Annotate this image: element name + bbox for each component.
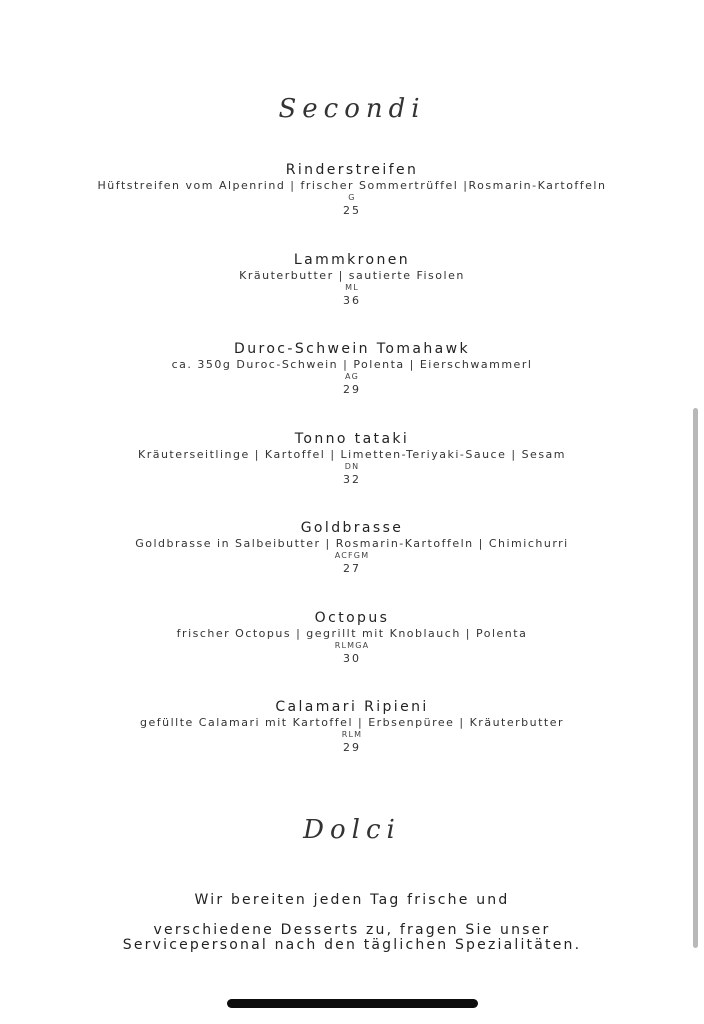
dish-description: Goldbrasse in Salbeibutter | Rosmarin-Kartoffeln | Chimichurri — [135, 537, 569, 550]
dish-name: Lammkronen — [293, 252, 411, 268]
dish-description: ca. 350g Duroc-Schwein | Polenta | Eierschwammerl — [171, 358, 533, 371]
vertical-scrollbar[interactable] — [693, 408, 698, 948]
dish-name: Octopus — [314, 610, 390, 626]
dish-name: Calamari Ripieni — [275, 699, 429, 715]
dish-price: 29 — [343, 741, 361, 754]
dish-description: gefüllte Calamari mit Kartoffel | Erbsenpüree | Kräuterbutter — [139, 716, 565, 729]
dish-item — [0, 251, 704, 309]
dish-allergens: ACFGM — [334, 551, 370, 560]
dish-allergens: RLMGA — [334, 641, 370, 650]
section-heading-secondi: Secondi — [278, 94, 426, 124]
dish-name: Goldbrasse — [300, 520, 404, 536]
dish-description: Kräuterseitlinge | Kartoffel | Limetten-Teriyaki-Sauce | Sesam — [137, 448, 567, 461]
dish-price: 30 — [343, 652, 361, 665]
home-indicator[interactable] — [227, 999, 478, 1008]
dish-name: Tonno tataki — [294, 431, 410, 447]
dolci-text-line: verschiedene Desserts zu, fragen Sie unser — [153, 922, 551, 938]
dish-name: Rinderstreifen — [285, 162, 419, 178]
dolci-text-line: Servicepersonal nach den täglichen Spezialitäten. — [122, 937, 582, 953]
dish-description: frischer Octopus | gegrillt mit Knoblauch | Polenta — [176, 627, 528, 640]
dish-allergens: DN — [344, 462, 360, 471]
dish-name: Duroc-Schwein Tomahawk — [234, 341, 470, 357]
dish-allergens: RLM — [341, 730, 363, 739]
dish-item — [0, 609, 704, 667]
dish-allergens: ML — [345, 283, 359, 292]
dish-allergens: G — [348, 193, 356, 202]
dish-allergens: AG — [345, 372, 359, 381]
dolci-text-line: Wir bereiten jeden Tag frische und — [194, 892, 510, 908]
dish-description: Kräuterbutter | sautierte Fisolen — [239, 269, 465, 282]
dish-price: 36 — [343, 294, 361, 307]
dish-item — [0, 340, 704, 398]
section-heading-dolci: Dolci — [303, 815, 401, 845]
dish-item — [0, 698, 704, 756]
dish-item — [0, 519, 704, 577]
dish-price: 25 — [343, 204, 361, 217]
dish-item — [0, 161, 704, 219]
dish-price: 29 — [343, 383, 361, 396]
dish-price: 27 — [343, 562, 361, 575]
dish-item — [0, 430, 704, 488]
dish-description: Hüftstreifen vom Alpenrind | frischer Sommertrüffel |Rosmarin-Kartoffeln — [97, 179, 607, 192]
dish-price: 32 — [343, 473, 361, 486]
